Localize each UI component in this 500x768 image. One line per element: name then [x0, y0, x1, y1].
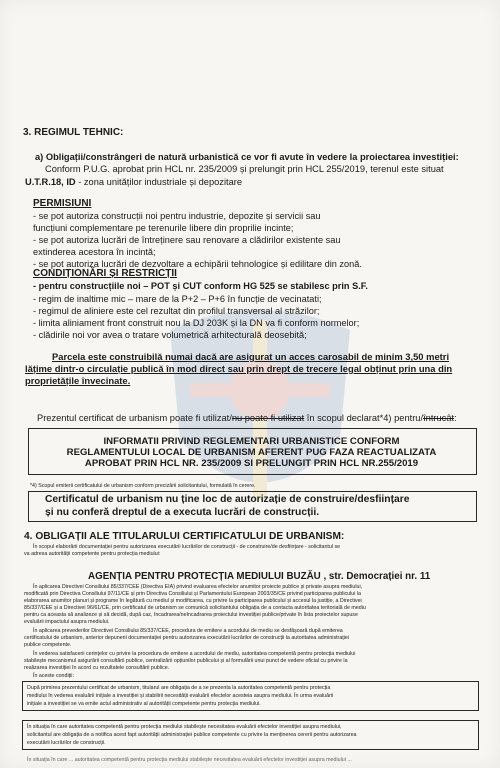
- paragraph-line: 85/337/CEE și a Directivei 96/61/CE, prin certificatul de urbanism se comunică solicitantului obligația de a contacta autoritatea teritorială de mediu: [24, 605, 366, 611]
- box-line: După primirea prezentului certificat de urbanism, titularul are obligația de a se prezenta la autoritatea competentă pentru protecția: [27, 685, 331, 691]
- utr-code: U.T.R.18, ID: [25, 177, 76, 187]
- reglementari-line: APROBAT PRIN HCL NR. 235/2009 SI PRELUNGIT PRIN HCL NR.255/2019: [84, 458, 419, 469]
- agency-name: AGENȚIA PENTRU PROTECȚIA MEDIULUI BUZĂU , str. Democrației nr. 11: [88, 571, 431, 582]
- parcela-line: proprietățile învecinate.: [25, 375, 131, 386]
- section-3a-line1: Conform P.U.G. aprobat prin HCL nr. 235/2009 și prelungit prin HCL 255/2019, terenul este situat: [45, 164, 444, 174]
- usage-end: :: [454, 413, 457, 423]
- box-line: inițiale a investiției se va emite actul administrativ al autorității competente pentru protecția mediului.: [27, 701, 261, 707]
- trailing-cut-line: În situația în care ... autoritatea competentă pentru protecția mediului stabilește necesitatea evaluării efectelor investiției asupra mediului ...: [27, 757, 352, 763]
- section-4-intro: va adresa autorității competente pentru protecția mediului:: [24, 551, 161, 557]
- paragraph-line: elaborarea anumitor planuri și programe în legătură cu mediul și modificarea, cu privire la participarea publicului și accesul la justiție, a Directivei: [24, 598, 362, 604]
- permisiuni-item: - se pot autoriza construcții noi pentru industrie, depozite și servicii sau: [33, 211, 321, 221]
- section-4-intro: În scopul elaborării documentației pentru autorizarea executării lucrărilor de construcții - de construire/de desființare - solicitantul se: [33, 544, 341, 550]
- section-4-title: 4. OBLIGAȚII ALE TITULARULUI CERTIFICATULUI DE URBANISM:: [24, 531, 345, 542]
- paragraph-line: pentru ca aceasta să analizeze și să decidă, după caz, încadrarea/neîncadrarea proiectului investiției publice/private în lista proiectelor supuse: [24, 612, 358, 618]
- permisiuni-item: extinderea acestora în incintă;: [33, 247, 156, 257]
- paragraph-line: În aplicarea Directivei Consiliului 85/337/CEE (Directiva EIA) privind evaluarea efectelor anumitor proiecte publice și private asupra mediului,: [33, 584, 363, 590]
- box-line: În situația în care autoritatea competentă pentru protecția mediului stabilește necesitatea evaluării efectelor investiției asupra mediului,: [27, 724, 342, 730]
- paragraph-line: În aceste condiții:: [33, 673, 74, 679]
- conditionari-item: - clădirile noi vor avea o tratare volumetrică arhitecturală deosebită;: [33, 330, 307, 340]
- parcela-line: Parcela este construibilă numai dacă are asigurat un acces carosabil de minim 3,50 metri: [52, 351, 450, 362]
- conditionari-item: - regim de inaltime mic – mare de la P+2 – P+6 în funcție de vecinatati;: [33, 294, 322, 304]
- box-line: mediului în vederea evaluării inițiale a investiției și stabilirii necesității evaluării efectelor acesteia asupra mediului. În urma evaluării: [27, 693, 334, 699]
- usage-start: Prezentul certificat de urbanism poate fi utilizat/: [37, 413, 232, 423]
- paragraph-line: publice competente.: [24, 642, 72, 648]
- section-3a-line2: [25, 177, 242, 187]
- paragraph-line: stabilește mecanismul asigurării consultării publice, centralizării opțiunilor publicului și al formulării unui punct de vedere oficial cu privire la: [24, 658, 348, 664]
- conditionari-bold-item: - pentru construcțiile noi – POT și CUT conform HG 525 se stabilesc prin S.F.: [33, 281, 368, 291]
- permisiuni-item: funcțiuni complementare pe terenurile libere din proprilie incinte;: [33, 223, 294, 233]
- paragraph-line: evaluării impactului asupra mediului.: [24, 619, 110, 625]
- paragraph-line: În vederea satisfacerii cerințelor cu privire la procedura de emitere a acordului de mediu, autoritatea competentă pentru protecția mediului: [33, 651, 356, 657]
- conditionari-title: CONDIȚIONĂRI ȘI RESTRICȚII: [33, 268, 177, 279]
- conditionari-item: - limita aliniament front construit nou la DJ 203K și la DN va fi conform normelor;: [33, 318, 360, 328]
- reglementari-line: REGLAMENTULUI LOCAL DE URBANISM AFERENT PUG FAZA REACTUALIZATA: [66, 447, 437, 458]
- box-line: solicitantul are obligația de a notifica acest fapt autorității administrației publice competente cu privire la menținerea cererii pentru autorizarea: [27, 732, 357, 738]
- section-3a-heading: a) Obligații/constrângeri de natură urbanistică ce vor fi avute în vedere la proiectarea investiției:: [35, 152, 459, 162]
- permisiuni-item: - se pot autoriza lucrări de dezvoltare a echipării tehnologice și edilitare din zonă.: [33, 259, 362, 269]
- paragraph-line: În aplicarea prevederilor Directivei Consiliului 85/337/CEE, procedura de emitere a acordului de mediu se desfășoară după emiterea: [33, 628, 343, 634]
- notice-line: Certificatul de urbanism nu ține loc de autorizație de construire/desființare: [45, 494, 410, 505]
- usage-struck-intrucat: întrucât: [423, 413, 455, 423]
- conditionari-item: - regimul de aliniere este cel rezultat din profilul transversal al străzilor;: [33, 306, 320, 316]
- box-line: executării lucrărilor de construcții.: [27, 740, 106, 746]
- paragraph-line: realizarea investiției în acord cu rezultatele consultării publice.: [24, 665, 170, 671]
- permisiuni-item: - se pot autoriza lucrări de întreținere sau renovare a clădirilor existente sau: [33, 235, 341, 245]
- usage-struck-option: nu poate fi utilizat: [231, 413, 305, 423]
- footnote: *4) Scopul emiterii certificatului de urbanism conform precizării solicitantului, formulată în cerere.: [30, 483, 256, 489]
- section-3-title: 3. REGIMUL TEHNIC:: [23, 127, 124, 138]
- parcela-line: lățime dintr-o circulație publică în mod direct sau prin drept de trecere legal obținut prin una din: [25, 363, 453, 374]
- certificat-usage-line: [37, 413, 457, 423]
- utr-desc: - zona unităților industriale și depozitare: [75, 177, 243, 187]
- permisiuni-title: PERMISIUNI: [33, 198, 92, 209]
- paragraph-line: modificată prin Directiva Consiliului 97/11/CE și prin Directiva Consiliului și Parlamentului European 2003/35/CE privind participarea publicului la: [24, 591, 362, 597]
- usage-mid: în scopul declarat*4) pentru/: [304, 413, 424, 423]
- reglementari-line: INFORMATII PRIVIND REGLEMENTARI URBANISTICE CONFORM: [103, 436, 400, 447]
- notice-line: și nu conferă dreptul de a executa lucrări de construcții.: [45, 507, 320, 518]
- paragraph-line: certificatului de urbanism, anterior depunerii documentației pentru autorizarea executării lucrărilor de construcții la autoritatea administrației: [24, 635, 350, 641]
